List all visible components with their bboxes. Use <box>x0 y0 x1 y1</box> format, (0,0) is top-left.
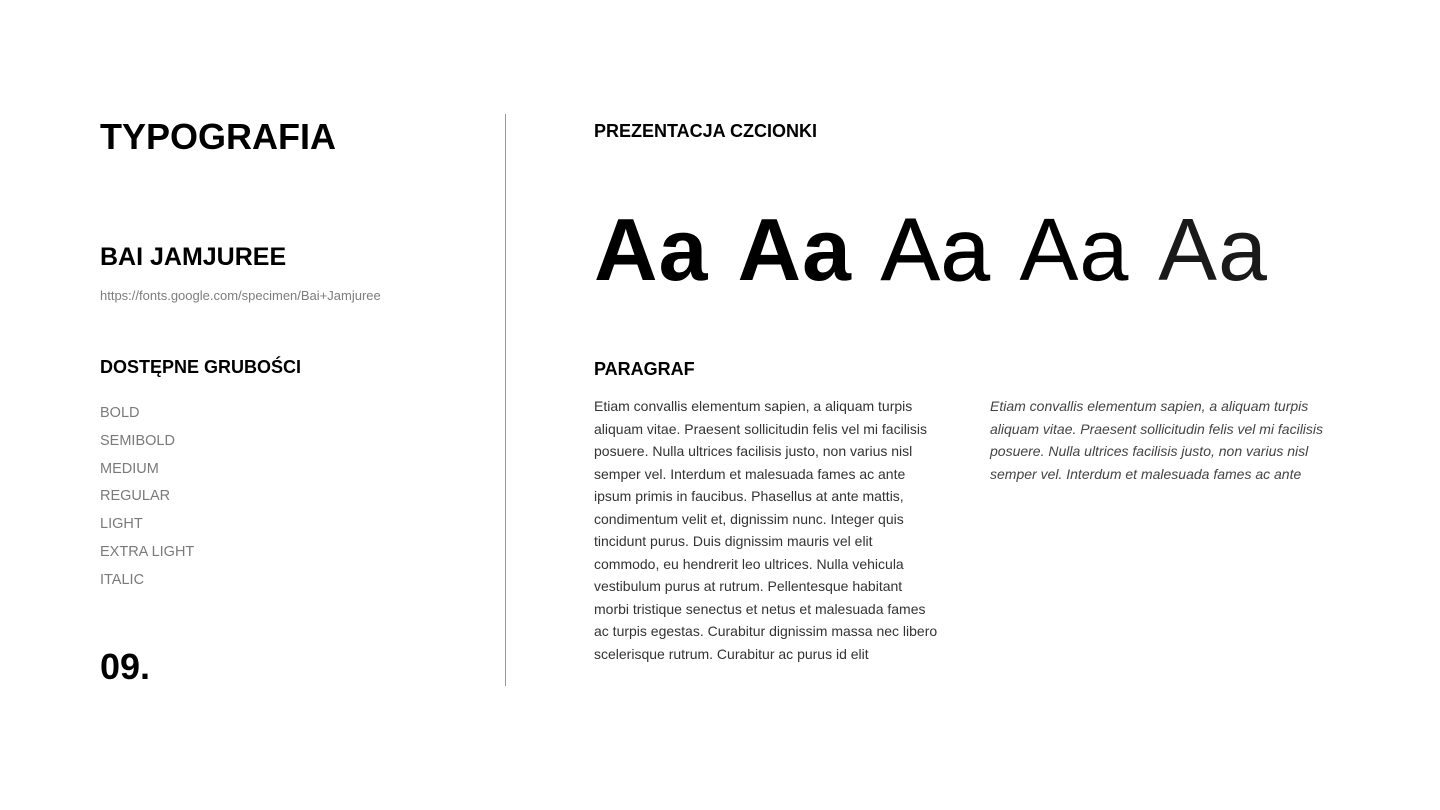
paragraph-italic: Etiam convallis elementum sapien, a aliquam turpis aliquam vitae. Praesent sollicitudin felis vel mi facilisis posuere. Nulla ultrices facilisis justo, non varius nisl semper vel. Interdum et malesuada fames ac ante <box>990 398 1324 482</box>
page-title: TYPOGRAFIA <box>100 116 337 157</box>
weight-item-regular: REGULAR <box>100 488 171 505</box>
paragraph-regular: Etiam convallis elementum sapien, a aliquam turpis aliquam vitae. Praesent sollicitudin felis vel mi facilisis posuere. Nulla ultrices facilisis justo, non varius nisl semper vel. Interdum et malesuada fames ac ante ipsum primis in faucibus. Phasellus at ante mattis, condimentum velit et, dignissim nunc. Integer quis tincidunt purus. Duis dignissim mauris vel elit commodo, eu hendrerit leo ultrices. Nulla vehicula vestibulum purus at rutrum. Pellentesque habitant morbi tristique senectus et netus et malesuada fames ac turpis egestas. Curabitur dignissim massa nec libero scelerisque rutrum. Curabitur ac purus id elit <box>594 398 938 662</box>
paragraph-heading: PARAGRAF <box>594 359 695 379</box>
sample-regular: Aa <box>1019 200 1130 299</box>
sample-bold: Aa <box>594 200 709 299</box>
weight-item-bold: BOLD <box>100 405 140 421</box>
font-name: BAI JAMJUREE <box>100 243 287 271</box>
weight-item-semibold: SEMIBOLD <box>100 432 175 449</box>
showcase-heading: PREZENTACJA CZCIONKI <box>594 121 818 141</box>
sample-medium: Aa <box>881 200 991 299</box>
weight-item-italic: ITALIC <box>100 571 145 588</box>
weights-list <box>100 400 194 595</box>
page-number: 09. <box>100 646 151 687</box>
sample-light: Aa <box>1158 200 1268 299</box>
font-url-link[interactable]: https://fonts.google.com/specimen/Bai+Jamjuree <box>100 288 381 303</box>
vertical-divider <box>505 114 506 686</box>
weights-heading: DOSTĘPNE GRUBOŚCI <box>100 357 302 377</box>
weight-item-extra-light: EXTRA LIGHT <box>100 543 195 560</box>
weight-item-medium: MEDIUM <box>100 460 159 477</box>
sample-semibold: Aa <box>737 200 852 299</box>
font-samples <box>594 200 1297 300</box>
weight-item-light: LIGHT <box>100 516 143 533</box>
